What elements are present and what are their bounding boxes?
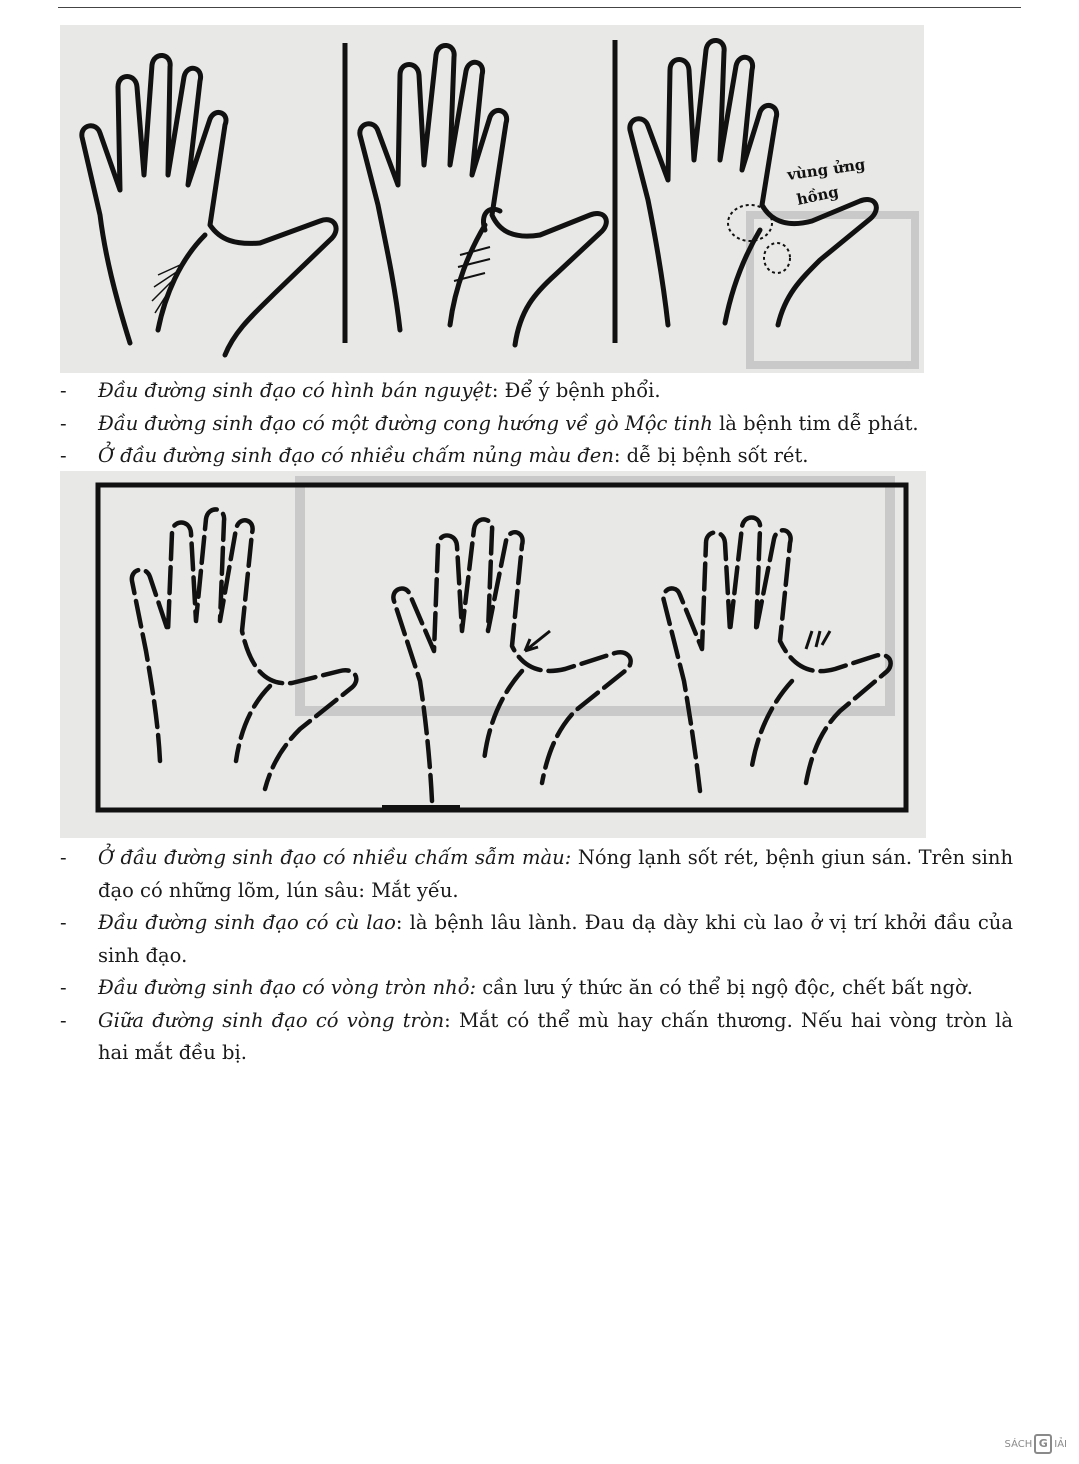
palm-figure-bottom [60, 471, 926, 838]
item-italic-term: Đầu đường sinh đạo có một đường cong hướng về gò Mộc tinh [98, 411, 713, 435]
list-item [60, 375, 1013, 408]
palm-figure-top [60, 25, 924, 373]
item-text: cần lưu ý thức ăn có thể bị ngộ độc, chết bất ngờ. [476, 976, 973, 999]
bullet-dash: - [60, 1008, 67, 1032]
bullet-dash: - [60, 976, 67, 999]
bullet-dash: - [60, 379, 67, 402]
item-text: Nóng lạnh sốt rét, bệnh giun sán. Trên sinh đạo có những lõm, lún sâu: Mắt yếu. [98, 846, 1014, 902]
item-italic-term: Ở đầu đường sinh đạo có nhiều chấm sẫm màu: [98, 846, 572, 869]
list-item [60, 972, 1013, 1005]
item-italic-term: Đầu đường sinh đạo có vòng tròn nhỏ: [98, 976, 477, 999]
item-italic-term: Đầu đường sinh đạo có cù lao [98, 911, 396, 934]
item-text: : Mắt có thể mù hay chấn thương. Nếu hai vòng tròn là hai mắt đều bị. [98, 1008, 1013, 1064]
site-logo [1005, 1434, 1067, 1454]
bullet-list-top [60, 375, 1013, 473]
item-text: : dễ bị bệnh sốt rét. [613, 444, 809, 467]
item-text: : là bệnh lâu lành. Đau dạ dày khi cù lao ở vị trí khởi đầu của sinh đạo. [98, 911, 1013, 967]
list-item [60, 408, 1013, 441]
palm-figure-top-drawing [60, 25, 924, 373]
bullet-dash: - [60, 444, 67, 467]
logo-text-left: SÁCH [1004, 1438, 1033, 1450]
palm-figure-bottom-drawing [60, 471, 926, 838]
list-item [60, 907, 1013, 972]
list-item [60, 440, 1013, 473]
logo-text-right: IẢI [1054, 1438, 1067, 1450]
bullet-list-bottom [60, 842, 1013, 1070]
item-text: : Để ý bệnh phổi. [491, 379, 661, 402]
item-text: là bệnh tim dễ phát. [712, 411, 919, 435]
item-italic-term: Ở đầu đường sinh đạo có nhiều chấm nủng màu đen [98, 444, 614, 467]
item-italic-term: Giữa đường sinh đạo có vòng tròn [98, 1008, 445, 1032]
bullet-dash: - [60, 411, 67, 435]
handwritten-label-line1: vùng ửng [786, 155, 867, 184]
list-item [60, 842, 1013, 907]
handwritten-label-line2: hồng [795, 182, 841, 209]
list-item [60, 1005, 1013, 1070]
top-rule [58, 7, 1021, 8]
item-italic-term: Đầu đường sinh đạo có hình bán nguyệt [98, 379, 492, 402]
bullet-dash: - [60, 911, 67, 934]
bullet-dash: - [60, 846, 67, 869]
logo-g-mark: G [1034, 1434, 1052, 1454]
